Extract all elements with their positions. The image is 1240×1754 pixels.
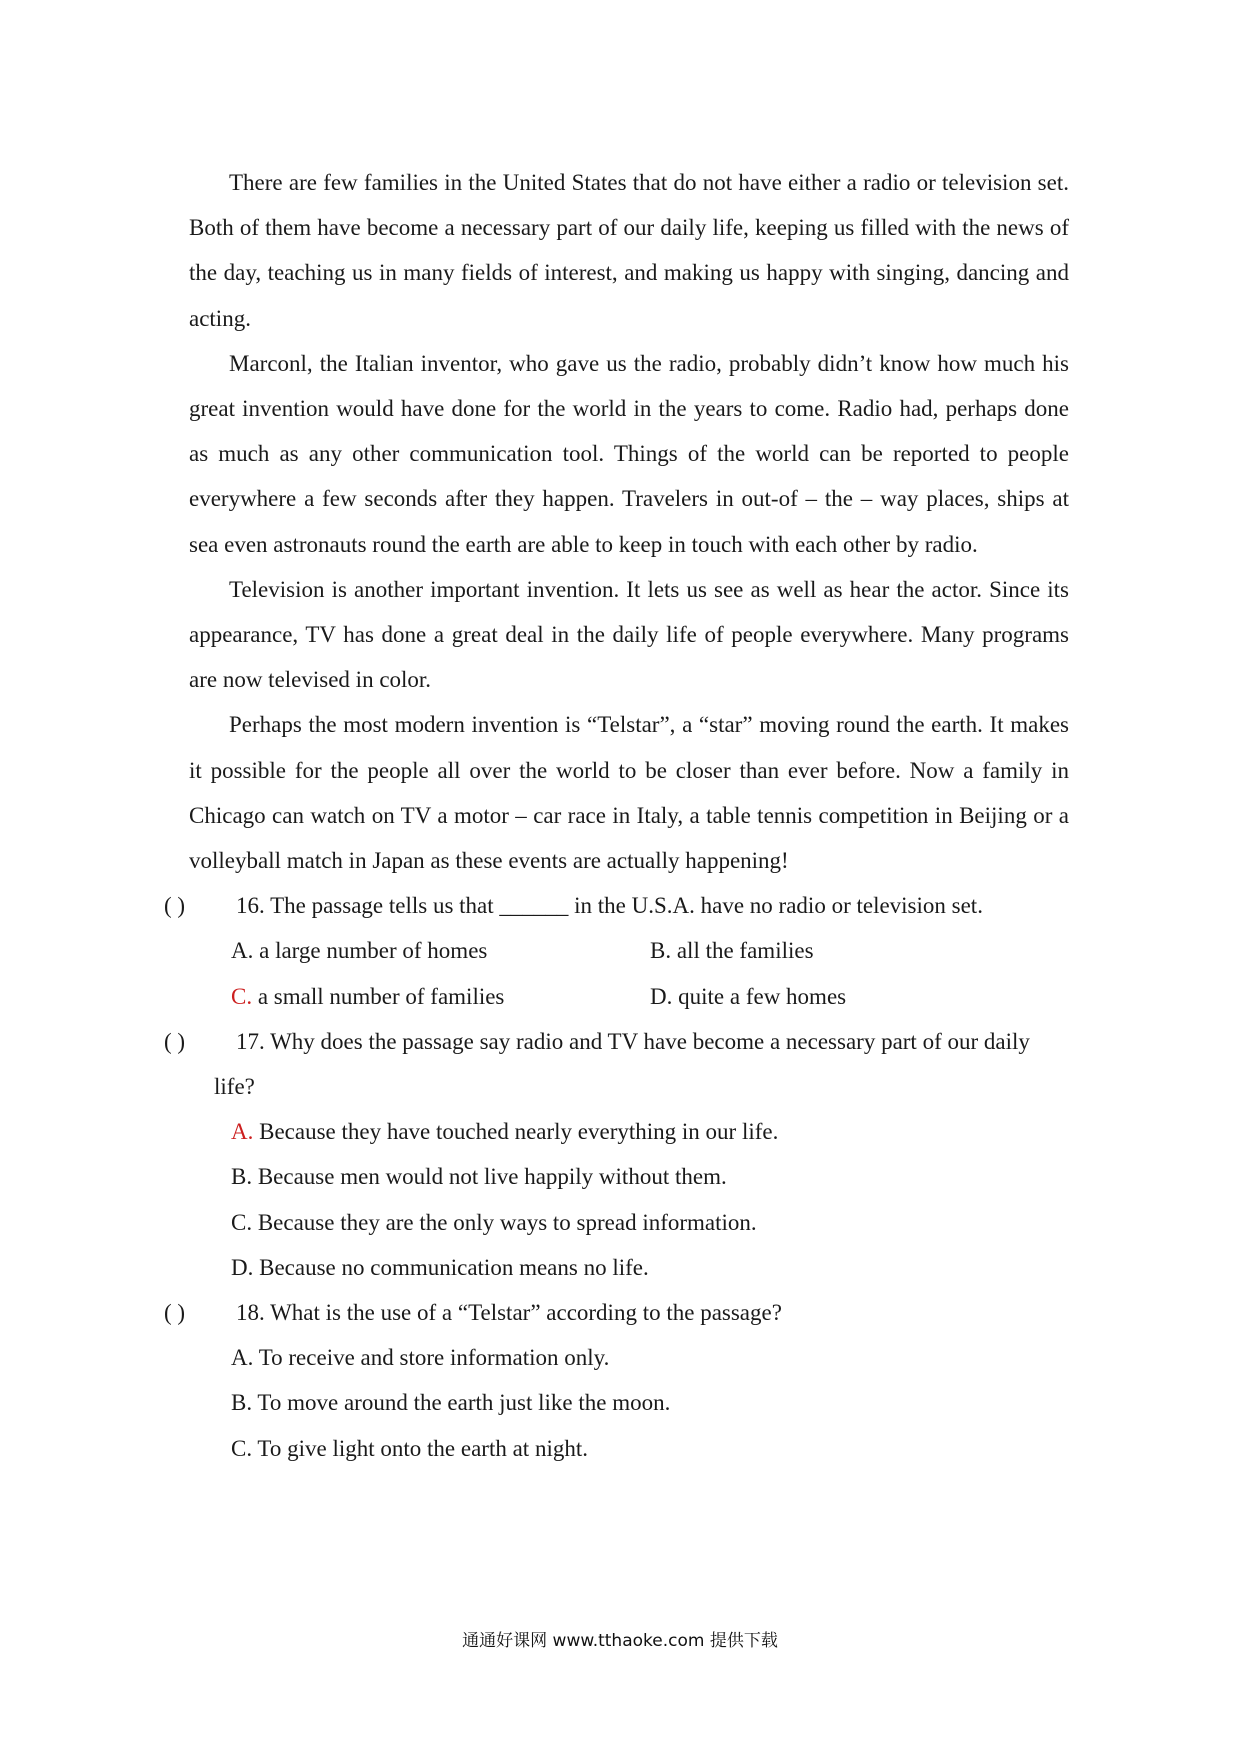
option-letter-correct: A. <box>231 1119 254 1145</box>
question-18 <box>164 1290 1069 1471</box>
option-text: Because they have touched nearly everything in our life. <box>253 1119 779 1145</box>
option-b <box>231 1154 1069 1199</box>
answer-blank: ( ) <box>164 1028 186 1054</box>
question-16-text: 16. The passage tells us that ______ in the U.S.A. have no radio or television set. <box>236 893 983 919</box>
option-letter-correct: C. <box>231 983 253 1009</box>
question-18-stem <box>164 1290 1069 1335</box>
question-16-options <box>189 928 1069 1018</box>
option-letter: B. <box>650 938 672 964</box>
option-text: Because men would not live happily without them. <box>252 1164 727 1190</box>
option-text: a large number of homes <box>253 938 488 964</box>
passage-paragraph-2: Marconl, the Italian inventor, who gave us the radio, probably didn’t know how much his great invention would have done for the world in the years to come. Radio had, perhaps done as much as any other communication tool. Things of the world can be reported to people everywhere a few seconds after they happen. Travelers in out-of – the – way places, ships at sea even astronauts round the earth are able to keep in touch with each other by radio. <box>189 350 1069 557</box>
answer-blank: ( ) <box>164 893 186 919</box>
option-letter: C. <box>231 1435 253 1461</box>
option-d <box>650 974 1069 1019</box>
option-text: To move around the earth just like the moon. <box>252 1390 671 1416</box>
option-letter: B. <box>231 1390 253 1416</box>
option-d <box>231 1245 1069 1290</box>
question-16 <box>164 883 1069 1019</box>
page-footer: 通通好课网 www.tthaoke.com 提供下载 <box>462 1631 778 1651</box>
option-text: Because they are the only ways to spread information. <box>252 1209 757 1235</box>
option-text: a small number of families <box>252 983 505 1009</box>
question-18-text: 18. What is the use of a “Telstar” according to the passage? <box>236 1300 782 1326</box>
question-16-stem <box>164 883 1069 928</box>
question-18-options <box>189 1335 1069 1471</box>
option-c <box>231 1200 1069 1245</box>
passage-paragraph-1: There are few families in the United States that do not have either a radio or television set. Both of them have become a necessary part of our daily life, keeping us filled with the news of the day, teaching us in many fields of interest, and making us happy with singing, dancing and acting. <box>189 170 1069 331</box>
option-a <box>231 1335 1069 1380</box>
option-b <box>231 1380 1069 1425</box>
answer-blank: ( ) <box>164 1300 186 1326</box>
option-letter: A. <box>231 1345 254 1371</box>
question-17 <box>164 1019 1069 1290</box>
option-c <box>231 974 650 1019</box>
option-text: quite a few homes <box>672 983 847 1009</box>
option-letter: C. <box>231 1209 253 1235</box>
option-letter: B. <box>231 1164 253 1190</box>
option-text: Because no communication means no life. <box>253 1254 649 1280</box>
option-text: all the families <box>671 938 814 964</box>
passage-paragraph-4: Perhaps the most modern invention is “Telstar”, a “star” moving round the earth. It makes it possible for the people all over the world to be closer than ever before. Now a family in Chicago can watch on TV a motor – car race in Italy, a table tennis competition in Beijing or a volleyball match in Japan as these events are actually happening! <box>189 712 1069 874</box>
question-17-options <box>189 1109 1069 1290</box>
option-a <box>231 928 650 973</box>
option-a <box>231 1109 1069 1154</box>
option-text: To receive and store information only. <box>253 1345 610 1371</box>
option-c <box>231 1426 1069 1471</box>
document-page <box>164 160 1069 1471</box>
question-17-text: 17. Why does the passage say radio and TV have become a necessary part of our daily life? <box>214 1028 1030 1100</box>
option-b <box>650 928 1069 973</box>
option-letter: D. <box>231 1254 254 1280</box>
passage-paragraph-3: Television is another important invention. It lets us see as well as hear the actor. Since its appearance, TV has done a great deal in the daily life of people everywhere. Many programs are now televised in color. <box>189 576 1069 693</box>
question-17-stem <box>164 1019 1069 1109</box>
option-letter: D. <box>650 983 673 1009</box>
option-text: To give light onto the earth at night. <box>252 1435 588 1461</box>
option-letter: A. <box>231 938 254 964</box>
